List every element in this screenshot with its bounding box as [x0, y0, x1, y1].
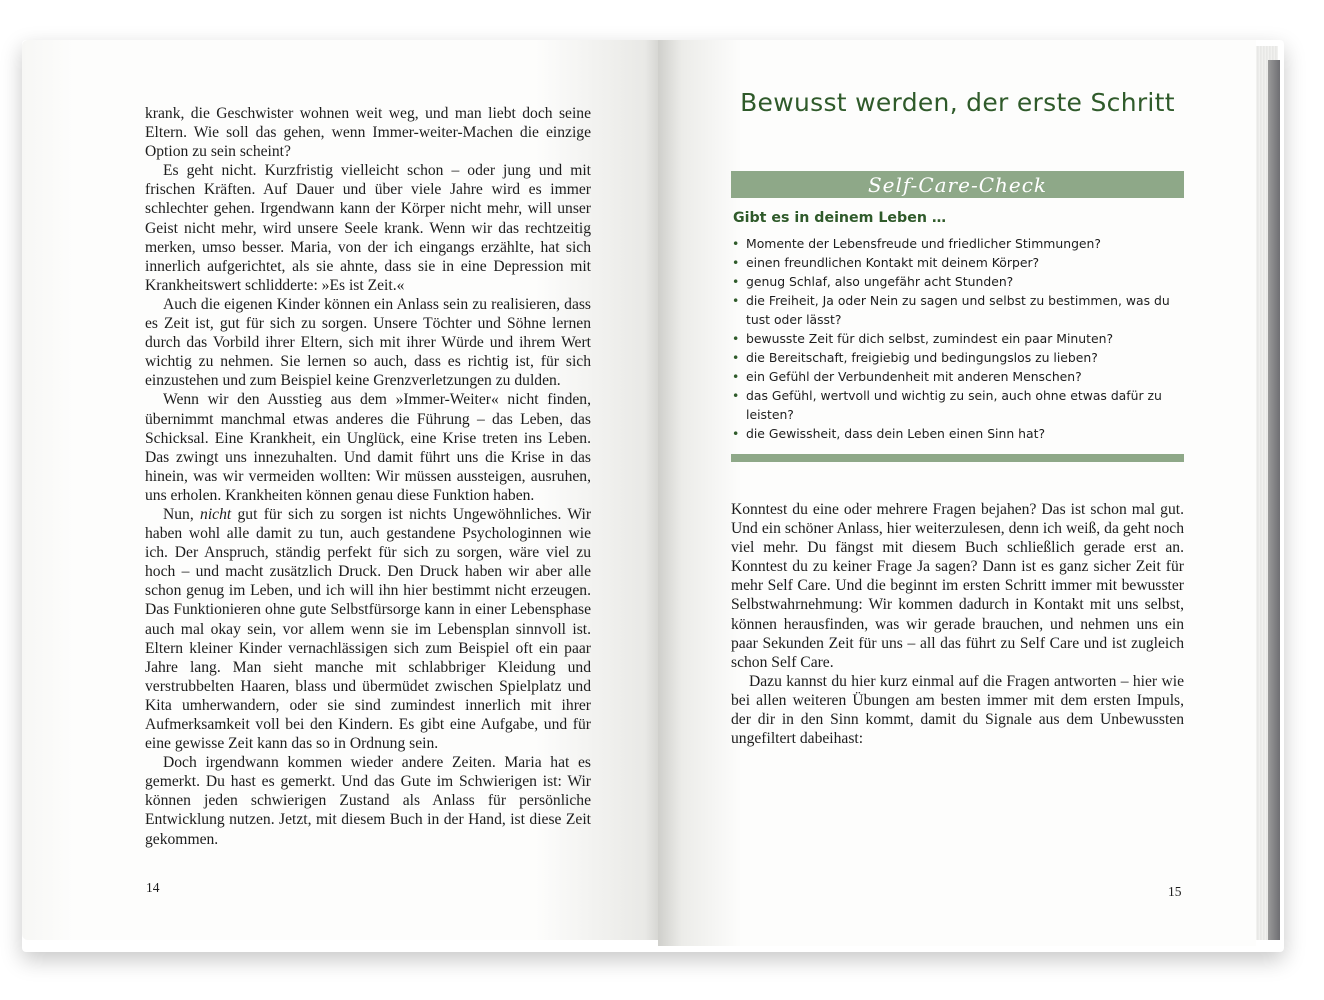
question-text: bewusste Zeit für dich selbst, zumindest ein paar Minuten?	[746, 331, 1114, 346]
list-item	[732, 367, 1184, 386]
chapter-title: Bewusst werden, der erste Schritt	[740, 88, 1175, 117]
paragraph: Wenn wir den Ausstieg aus dem »Immer-Weiter« nicht finden, übernimmt manchmal etwas anderes die Führung – das Leben, das Schicksal. Eine Krankheit, ein Unglück, eine Krise treten ins Leben. Das zwingt uns innezuhalten. Und damit führt uns die Krise in das hinein, was wir vermeiden wollten: Wir müssen aussteigen, ausruhen, uns erholen. Krankheiten können genau diese Funktion haben.	[145, 391, 591, 504]
paragraph-rest: gut für sich zu sorgen ist nichts Ungewöhnliches. Wir haben wohl alle damit zu tun, auch gestandene Psychologinnen wie ich. Der Anspruch, ständig perfekt für sich zu sorgen, wäre viel zu hoch – und macht zusätzlich Druck. Den Druck haben wir aber alle schon genug im Leben, und ich will ihn hier bestimmt nicht erzeugen. Das Funktionieren ohne gute Selbstfürsorge kann in einer Lebensphase auch mal okay sein, vor allem wenn sie im Lebensplan sinnvoll ist. Eltern kleiner Kinder vernachlässigen sich zum Beispiel oft ein paar Jahre lang. Man sieht manche mit schlabbriger Kleidung und verstrubbelten Haaren, blass und übermüdet zwischen Spielplatz und Kita umherwandern, oder sie sind zumindest innerlich mit ihrer Aufmerksamkeit voll bei den Kindern. Es gibt eine Aufgabe, und für eine gewisse Zeit kann das so in Ordnung sein.	[145, 505, 592, 753]
right-page-text	[731, 500, 1184, 748]
paragraph: Konntest du eine oder mehrere Fragen bejahen? Das ist schon mal gut. Und ein schöner Anlass, hier weiterzulesen, denn ich weiß, da geht noch viel mehr. Du fängst mit diesem Buch schließlich gerade erst an. Konntest du zu keiner Frage Ja sagen? Dann ist es ganz sicher Zeit für mehr Self Care. Und die beginnt im ersten Schritt immer mit bewusster Selbstwahrnehmung: Wir kommen dadurch in Kontakt mit uns selbst, können herausfinden, was wir gerade brauchen, und nehmen uns ein paar Sekunden Zeit für uns – all das führt zu Self Care und ist zugleich schon Self Care.	[731, 501, 1184, 671]
list-item	[732, 234, 1184, 253]
list-item	[732, 424, 1184, 443]
question-text: die Bereitschaft, freigiebig und bedingungslos zu lieben?	[746, 350, 1098, 365]
paragraph-start: Nun,	[163, 505, 201, 523]
list-item	[732, 348, 1184, 367]
paragraph: Es geht nicht. Kurzfristig vielleicht schon – oder jung und mit frischen Kräften. Auf Dauer und über viele Jahre wird es immer schlechter gehen. Irgendwann kann der Körper nicht mehr, will unser Geist nicht mehr, wird unsere Seele krank. Wenn wir das rechtzeitig merken, umso besser. Maria, von der ich eingangs erzählte, hat sich innerlich aufgerichtet, als sie ahnte, dass sie in eine Depression mit Krankheitswert schlidderte: »Es ist Zeit.«	[145, 162, 591, 294]
question-text: ein Gefühl der Verbundenheit mit anderen Menschen?	[746, 369, 1082, 384]
list-item	[732, 253, 1184, 272]
bullet-icon: •	[732, 236, 740, 251]
bullet-icon: •	[732, 350, 740, 365]
question-text: einen freundlichen Kontakt mit deinem Körper?	[746, 255, 1040, 270]
bullet-icon: •	[732, 426, 740, 441]
question-heading: Gibt es in deinem Leben …	[733, 210, 947, 226]
cover-edge	[1268, 60, 1280, 940]
list-item	[732, 386, 1184, 424]
paragraph	[145, 505, 591, 753]
left-page-text	[145, 104, 591, 849]
paragraph: Dazu kannst du hier kurz einmal auf die Fragen antworten – hier wie bei allen weiteren Übungen am besten immer mit dem ersten Impuls, der dir in den Sinn kommt, damit du Signale aus dem Unbewussten ungefiltert dabeihast:	[731, 672, 1184, 748]
section-divider	[731, 454, 1184, 462]
bullet-icon: •	[732, 274, 740, 289]
self-care-check-banner	[731, 171, 1184, 198]
paragraph: krank, die Geschwister wohnen weit weg, und man liebt doch seine Eltern. Wie soll das gehen, wenn Immer-weiter-Machen die einzige Option zu sein scheint?	[145, 105, 591, 161]
paragraph: Doch irgendwann kommen wieder andere Zeiten. Maria hat es gemerkt. Du hast es gemerkt. Und das Gute im Schwierigen ist: Wir können jeden schwierigen Zustand als Anlass für persönliche Entwicklung nutzen. Jetzt, mit diesem Buch in der Hand, ist diese Zeit gekommen.	[145, 754, 591, 848]
list-item	[732, 329, 1184, 348]
question-list	[732, 234, 1184, 443]
bullet-icon: •	[732, 388, 740, 403]
question-text: Momente der Lebensfreude und friedlicher Stimmungen?	[746, 236, 1101, 251]
page-number-left: 14	[146, 880, 160, 895]
list-item	[732, 291, 1184, 329]
list-item	[732, 272, 1184, 291]
bullet-icon: •	[732, 331, 740, 346]
question-text: das Gefühl, wertvoll und wichtig zu sein, auch ohne etwas dafür zu leisten?	[746, 388, 1162, 422]
emphasis-word: nicht	[200, 505, 232, 523]
question-text: die Gewissheit, dass dein Leben einen Sinn hat?	[746, 426, 1046, 441]
page-number-right: 15	[1168, 884, 1182, 899]
bullet-icon: •	[732, 293, 740, 308]
paragraph: Auch die eigenen Kinder können ein Anlass sein zu realisieren, dass es Zeit ist, gut für sich zu sorgen. Unsere Töchter und Söhne lernen durch das Vorbild ihrer Eltern, sich mit ihrer Würde und ihrem Wert wichtig zu nehmen. Sie lernen so auch, dass es richtig ist, für sich einzustehen und zum Beispiel keine Grenzverletzungen zu dulden.	[145, 295, 591, 390]
question-text: genug Schlaf, also ungefähr acht Stunden?	[746, 274, 1014, 289]
banner-label: Self-Care-Check	[867, 172, 1048, 197]
bullet-icon: •	[732, 369, 740, 384]
question-text: die Freiheit, Ja oder Nein zu sagen und selbst zu bestimmen, was du tust oder lässt?	[746, 293, 1170, 327]
bullet-icon: •	[732, 255, 740, 270]
